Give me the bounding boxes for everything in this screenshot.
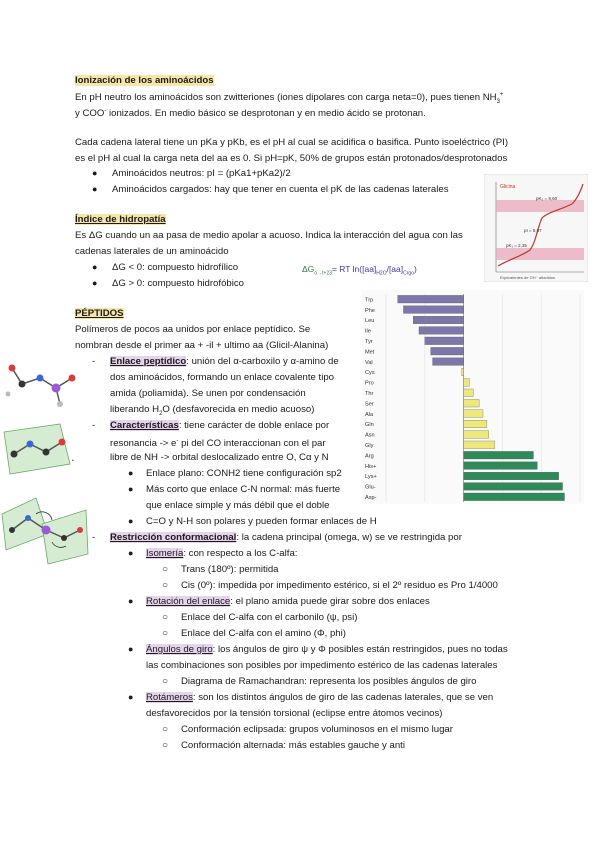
bar-thr bbox=[464, 389, 474, 397]
bar-trp bbox=[398, 295, 464, 303]
bar-label-gly: Gly bbox=[365, 443, 374, 449]
hidropatia-bullet-hidrofilico: ΔG < 0: compuesto hidrofílico bbox=[112, 262, 239, 273]
dihedral-angles-figure bbox=[0, 494, 90, 566]
bar-label-ala: Ala bbox=[365, 411, 374, 418]
rotacion-line: Rotación del enlace: el plano amida puede girar sobre dos enlaces bbox=[146, 596, 430, 607]
hidropatia-formula: $\Delta G_{o\to t+23}=$ RT $\ln([aa]_{H2O}/[aa]_{Crgo})$ bbox=[302, 264, 417, 277]
svg-text:•: • bbox=[72, 458, 74, 464]
bar-gly bbox=[464, 441, 495, 449]
bar-label-asn: Asn bbox=[365, 432, 375, 439]
bar-cys bbox=[462, 368, 464, 376]
rotameros-line1: Rotámeros: son los distintos ángulos de giro de las cadenas laterales, que se ven bbox=[146, 692, 494, 703]
titration-curve-figure bbox=[484, 174, 588, 282]
bar-ile bbox=[419, 327, 464, 335]
bullet-dot: ● bbox=[92, 262, 98, 272]
bar-label-tyr: Tyr bbox=[365, 339, 373, 345]
bar-his bbox=[464, 462, 538, 470]
restriccion-line: Restricción conformacional: la cadena principal (omega, w) se ve restringida por bbox=[110, 532, 462, 543]
rotacion-phi: Enlace del C-alfa con el amino (Φ, phi) bbox=[181, 628, 346, 639]
bar-label-thr: Thr bbox=[365, 391, 374, 397]
caracteristica-polares: C=O y N-H son polares y pueden formar enlaces de H bbox=[146, 516, 377, 527]
bar-label-phe: Phe bbox=[365, 307, 375, 314]
circle-bullet: ○ bbox=[162, 676, 169, 687]
dash-bullet: - bbox=[92, 532, 96, 543]
rotameros-eclipsada: Conformación eclipsada: grupos voluminosos en el mismo lugar bbox=[181, 724, 453, 735]
bar-pro bbox=[464, 379, 470, 387]
bar-ser bbox=[464, 399, 480, 407]
circle-bullet: ○ bbox=[162, 564, 169, 575]
dash-bullet: - bbox=[92, 420, 96, 431]
rotacion-psi: Enlace del C-alfa con el carbonilo (ψ, psi) bbox=[181, 612, 358, 623]
dash-bullet: - bbox=[92, 356, 96, 367]
hidropatia-bullet-hidrofobico: ΔG > 0: compuesto hidrofóbico bbox=[112, 278, 244, 289]
bullet-dot: ● bbox=[92, 184, 98, 194]
caracteristica-corto-line1: Más corto que enlace C-N normal: más fuerte bbox=[146, 484, 341, 495]
isomeria-cis: Cis (0º): impedida por impedimento estérico, si el 2º residuo es Pro 1/4000 bbox=[181, 580, 498, 591]
bar-phe bbox=[403, 306, 463, 314]
hidropatia-title: Índice de hidropatía bbox=[75, 214, 166, 225]
bar-label-leu: Leu bbox=[365, 318, 375, 325]
resonance-plane-figure bbox=[0, 418, 90, 490]
bar-label-met: Met bbox=[365, 349, 375, 356]
ionizacion-bullet-cargados: Aminoácidos cargados: hay que tener en cuenta el pK de las cadenas laterales bbox=[112, 184, 449, 195]
angulos-ramachandran: Diagrama de Ramachandran: representa los posibles ángulos de giro bbox=[181, 676, 477, 687]
bullet-dot: ● bbox=[128, 596, 134, 606]
circle-bullet: ○ bbox=[162, 612, 169, 623]
bar-lys bbox=[464, 472, 559, 480]
circle-bullet: ○ bbox=[162, 724, 169, 735]
ionizacion-p1-line2: y COO- ionizados. En medio básico se desprotonan y en medio ácido se protonan. bbox=[75, 108, 426, 120]
hidropatia-line2: cadenas laterales de un aminoácido bbox=[75, 246, 229, 257]
caracteristicas-line2: resonancia -> e- pi del CO interaccionan con el par bbox=[110, 438, 326, 450]
bar-val bbox=[433, 358, 464, 366]
caracteristicas-line1: Características: tiene carácter de doble enlace por bbox=[110, 420, 330, 431]
hidropatia-line1: Es ΔG cuando un aa pasa de medio apolar a acuoso. Indica la interacción del agua con las bbox=[75, 230, 463, 241]
circle-bullet: ○ bbox=[162, 628, 169, 639]
bar-label-asp: Asp- bbox=[365, 495, 377, 501]
enlace-peptidico-line1: Enlace peptídico: unión del α-carboxilo y α-amino de bbox=[110, 356, 339, 367]
peptidos-line2: nombran desde el primer aa + -il + ultimo aa (Glicil-Alanina) bbox=[75, 340, 329, 351]
bullet-dot: ● bbox=[128, 516, 134, 526]
bar-label-glu: Glu- bbox=[365, 484, 376, 491]
circle-bullet: ○ bbox=[162, 580, 169, 591]
bar-label-pro: Pro bbox=[365, 380, 374, 387]
bar-label-ile: Ile bbox=[365, 328, 371, 335]
isomeria-line: Isomería: con respecto a los C-alfa: bbox=[146, 548, 298, 559]
bar-label-ser: Ser bbox=[365, 401, 374, 408]
bullet-dot: ● bbox=[92, 168, 98, 178]
bar-label-arg: Arg bbox=[365, 453, 374, 460]
caracteristicas-line3: libre de NH -> orbital deslocalizado entre O, Cα y N bbox=[110, 452, 329, 463]
titration-pi: pI = 5,97 bbox=[524, 228, 542, 233]
titration-label: Glicina bbox=[500, 184, 516, 190]
peptidos-title: PÉPTIDOS bbox=[75, 308, 124, 319]
bar-asn bbox=[464, 431, 489, 439]
rotameros-alternada: Conformación alternada: más estables gauche y anti bbox=[181, 740, 405, 751]
bar-label-cys: Cys bbox=[365, 370, 375, 377]
ionizacion-p2-line1: Cada cadena lateral tiene un pKa y pKb, es el pH al cual se acidifica o basifica. Punto isoeléctrico (PI) bbox=[75, 137, 509, 148]
bullet-dot: ● bbox=[128, 548, 134, 558]
rotameros-line2: desfavorecidos por la tensión torsional (eclipse entre átomos vecinos) bbox=[146, 708, 443, 719]
bullet-dot: ● bbox=[128, 484, 134, 494]
bar-label-gln: Gln bbox=[365, 422, 374, 429]
ionizacion-p1-line1: En pH neutro los aminoácidos son zwitteriones (iones dipolares con carga neta=0), pues tienen $NH_3^+$ bbox=[75, 92, 504, 106]
bullet-dot: ● bbox=[128, 692, 134, 702]
enlace-peptidico-line2: dos aminoácidos, formando un enlace covalente tipo bbox=[110, 372, 334, 383]
ionizacion-title: Ionización de los aminoácidos bbox=[75, 75, 214, 86]
titration-pk1: pK₁ = 2,35 bbox=[506, 243, 527, 248]
isomeria-trans: Trans (180º): permitida bbox=[181, 564, 279, 575]
bar-label-trp: Trp bbox=[365, 297, 374, 304]
bar-glu bbox=[464, 483, 563, 491]
bar-gln bbox=[464, 420, 487, 428]
caracteristica-corto-line2: que enlace simple y más débil que el doble bbox=[146, 500, 330, 511]
bar-leu bbox=[413, 316, 463, 324]
titration-xlabel: Equivalentes de OH⁻ añadidos bbox=[500, 275, 556, 280]
bar-met bbox=[431, 347, 464, 355]
ionizacion-bullet-neutros: Aminoácidos neutros: pI = (pKa1+pKa2)/2 bbox=[112, 168, 291, 179]
circle-bullet: ○ bbox=[162, 740, 169, 751]
ionizacion-p2-line2: es el pH al cual la carga neta del aa es 0. Si pH=pK, 50% de grupos están protonados/desprotonados bbox=[75, 153, 508, 164]
enlace-peptidico-line4: liberando $H_2O$ (desfavorecida en medio acuoso) bbox=[110, 404, 315, 417]
bar-label-lys: Lys+ bbox=[365, 474, 377, 481]
bar-ala bbox=[464, 410, 483, 418]
angulos-line1: Ángulos de giro: los ángulos de giro ψ y Φ posibles están restringidos, pues no todas bbox=[146, 644, 508, 655]
bullet-dot: ● bbox=[92, 278, 98, 288]
angulos-line2: las combinaciones son posibles por impedimento estérico de las cadenas laterales bbox=[146, 660, 498, 671]
bullet-dot: ● bbox=[128, 644, 134, 654]
bar-label-val: Val bbox=[365, 359, 373, 366]
bar-asp bbox=[464, 493, 565, 501]
hydropathy-bar-chart bbox=[362, 290, 584, 504]
bar-label-his: His+ bbox=[365, 463, 377, 470]
bar-tyr bbox=[425, 337, 464, 345]
titration-pk2: pK₂ = 9,60 bbox=[536, 196, 558, 201]
peptide-bond-molecule-figure bbox=[0, 356, 88, 414]
caracteristica-plano: Enlace plano: CONH2 tiene configuración sp2 bbox=[146, 468, 342, 479]
peptidos-line1: Polímeros de pocos aa unidos por enlace peptídico. Se bbox=[75, 324, 311, 335]
bullet-dot: ● bbox=[128, 468, 134, 478]
bar-arg bbox=[464, 451, 534, 459]
enlace-peptidico-line3: amida (poliamida). Se unen por condensación bbox=[110, 388, 306, 399]
